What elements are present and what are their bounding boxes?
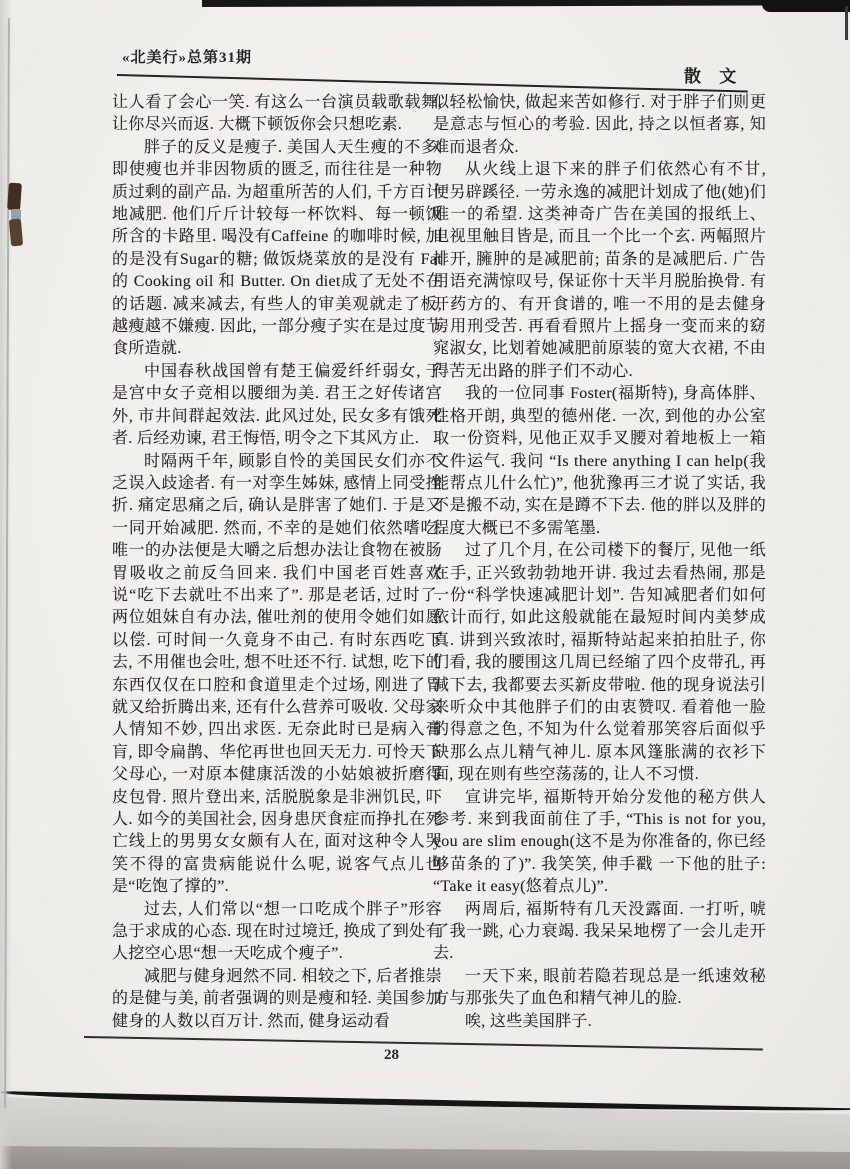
scan-top-right-corner	[762, 0, 850, 12]
text-column-right	[433, 92, 766, 1033]
paragraph: 从火线上退下来的胖子们依然心有不甘, 便另辟蹊径. 一劳永逸的减肥计划成了他(她)们唯一的希望. 这类神奇广告在美国的报纸上、电视里触目皆是, 而且一个比一个玄. 两幅照片排开, 臃肿的是减肥前; 苗条的是减肥后. 广告用语充满惊叹号, 保证你十天半月脱胎换骨. 有开药方的、有开食谱的, 唯一不用的是去健身房用刑受苦. 再看看照片上摇身一变而来的窈窕淑女, 比划着她减肥前原装的宽大衣裙, 不由得苦无出路的胖子们不动心.	[433, 161, 766, 380]
scan-right-edge-mark	[845, 6, 848, 40]
paragraph: 一天下来, 眼前若隐若现总是一纸速效秘方与那张失了血色和精气神儿的脸.	[433, 967, 766, 1008]
text-column-left	[112, 92, 442, 1033]
header-rule	[117, 74, 748, 93]
scan-top-dark-band	[202, 0, 850, 7]
paragraph: 似轻松愉快, 做起来苦如修行. 对于胖子们则更是意志与恒心的考验. 因此, 持之以恒者寡, 知难而退者众.	[433, 94, 766, 156]
binding-mark	[7, 183, 22, 211]
section-label: 散 文	[684, 67, 744, 86]
paragraph: 胖子的反义是瘦子. 美国人天生瘦的不多. 即使瘦也并非因物质的匮乏, 而往往是一种物质过剩的副产品. 为超重所苦的人们, 千方百计地减肥. 他们斤斤计较每一杯饮料、每一顿饭所含的卡路里. 喝没有Caffeine 的咖啡时候, 加的是没有Sugar的糖; 做饭烧菜放的是没有 Fat 的 Cooking oil 和 Butter. On diet成了无处不在的话题. 减来减去, 有些人的审美观就走了板, 越瘦越不嫌瘦. 因此, 一部分瘦子实在是过度节食所造就.	[112, 138, 442, 358]
paragraph: 过了几个月, 在公司楼下的餐厅, 见他一纸在手, 正兴致勃勃地开讲. 我过去看热闹, 那是一份“科学快速减肥计划”. 告知减肥者们如何依计而行, 如此这般就能在最短时间内美梦成真. 讲到兴致浓时, 福斯特站起来拍拍肚子, 你们看, 我的腰围这几周已经缩了四个皮带孔, 再减下去, 我都要去买新皮带啦. 他的现身说法引来听众中其他胖子们的由衷赞叹. 看着他一脸的得意之色, 不知为什么觉着那笑容后面似乎缺那么点儿精气神儿. 原本风篷胀满的衣衫下面, 现在则有些空荡荡的, 让人不习惯.	[433, 542, 766, 784]
paragraph: 让人看了会心一笑. 有这么一台演员载歌载舞, 让你尽兴而返. 大概下顿饭你会只想吃素.	[112, 94, 442, 134]
paragraph: 唉, 这些美国胖子.	[465, 1012, 593, 1030]
paragraph: 过去, 人们常以“想一口吃成个胖子”形容急于求成的心态. 现在时过境迁, 换成了到处有人挖空心思“想一天吃成个瘦子”.	[112, 900, 442, 963]
paragraph: 中国春秋战国曾有楚王偏爱纤纤弱女, 于是宫中女子竞相以腰细为美. 君王之好传诸宫外, 市井间群起效法. 此风过处, 民女多有饿死者. 后经劝谏, 君王悔悟, 明令之下其风方止.	[112, 362, 442, 448]
journal-title: «北美行»总第31期	[122, 50, 253, 66]
paragraph: 减肥与健身迥然不同. 相较之下, 后者推崇的是健与美, 前者强调的则是瘦和轻. 美国参加健身的人数以百万计. 然而, 健身运动看	[112, 967, 442, 1030]
paragraph: 两周后, 福斯特有几天没露面. 一打听, 唬了我一跳, 心力衰竭. 我呆呆地楞了一会儿走开去.	[433, 900, 766, 963]
paragraph: 时隔两千年, 顾影自怜的美国民女们亦不乏误入歧途者. 有一对孪生姊妹, 感情上同受挫折. 痛定思痛之后, 确认是胖害了她们. 于是又一同开始减肥. 然而, 不幸的是她们依然嗜吃. 唯一的办法便是大嚼之后想办法让食物在被肠胃吸收之前反刍回来. 我们中国老百姓喜欢说“吃下去就吐不出来了”. 那是老话, 过时了. 两位姐妹自有办法, 催吐剂的使用令她们如愿以偿. 可时间一久竟身不由己. 有时东西吃下去, 不用催也会吐, 想不吐还不行. 试想, 吃下的东西仅仅在口腔和食道里走个过场, 刚进了胃就又给折腾出来, 还有什么营养可吸收. 父母家人情知不妙, 四出求医. 无奈此时已是病入膏肓, 即令扁鹊、华佗再世也回天无力. 可怜天下父母心, 一对原本健康活泼的小姑娘被折磨得皮包骨. 照片登出来, 活脱脱象是非洲饥民, 吓人. 如今的美国社会, 因身患厌食症而挣扎在死亡线上的男男女女颇有人在, 面对这种令人哭笑不得的富贵病能说什么呢, 说客气点儿也是“吃饱了撑的”.	[112, 452, 442, 896]
paragraph: 我的一位同事 Foster(福斯特), 身高体胖、性格开朗, 典型的德州佬. 一次, 到他的办公室取一份资料, 见他正双手叉腰对着地板上一箱文件运气. 我问 “Is there anything I can help(我能帮点儿什么忙)”, 他犹豫再三才说了实话, 我不是搬不动, 实在是蹲不下去. 他的胖以及胖的程度大概已不多需笔墨.	[433, 385, 766, 537]
binding-mark	[9, 219, 23, 247]
footer-rule	[84, 1036, 763, 1050]
paragraph: 宣讲完毕, 福斯特开始分发他的秘方供人参考. 来到我面前住了手, “This is not for you, you are slim enough(这不是为你准备的, 你已经够苗条的了)”. 我笑笑, 伸手戳 一下他的肚子: “Take it easy(悠着点儿)”.	[433, 788, 766, 896]
page-number: 28	[384, 1047, 399, 1063]
